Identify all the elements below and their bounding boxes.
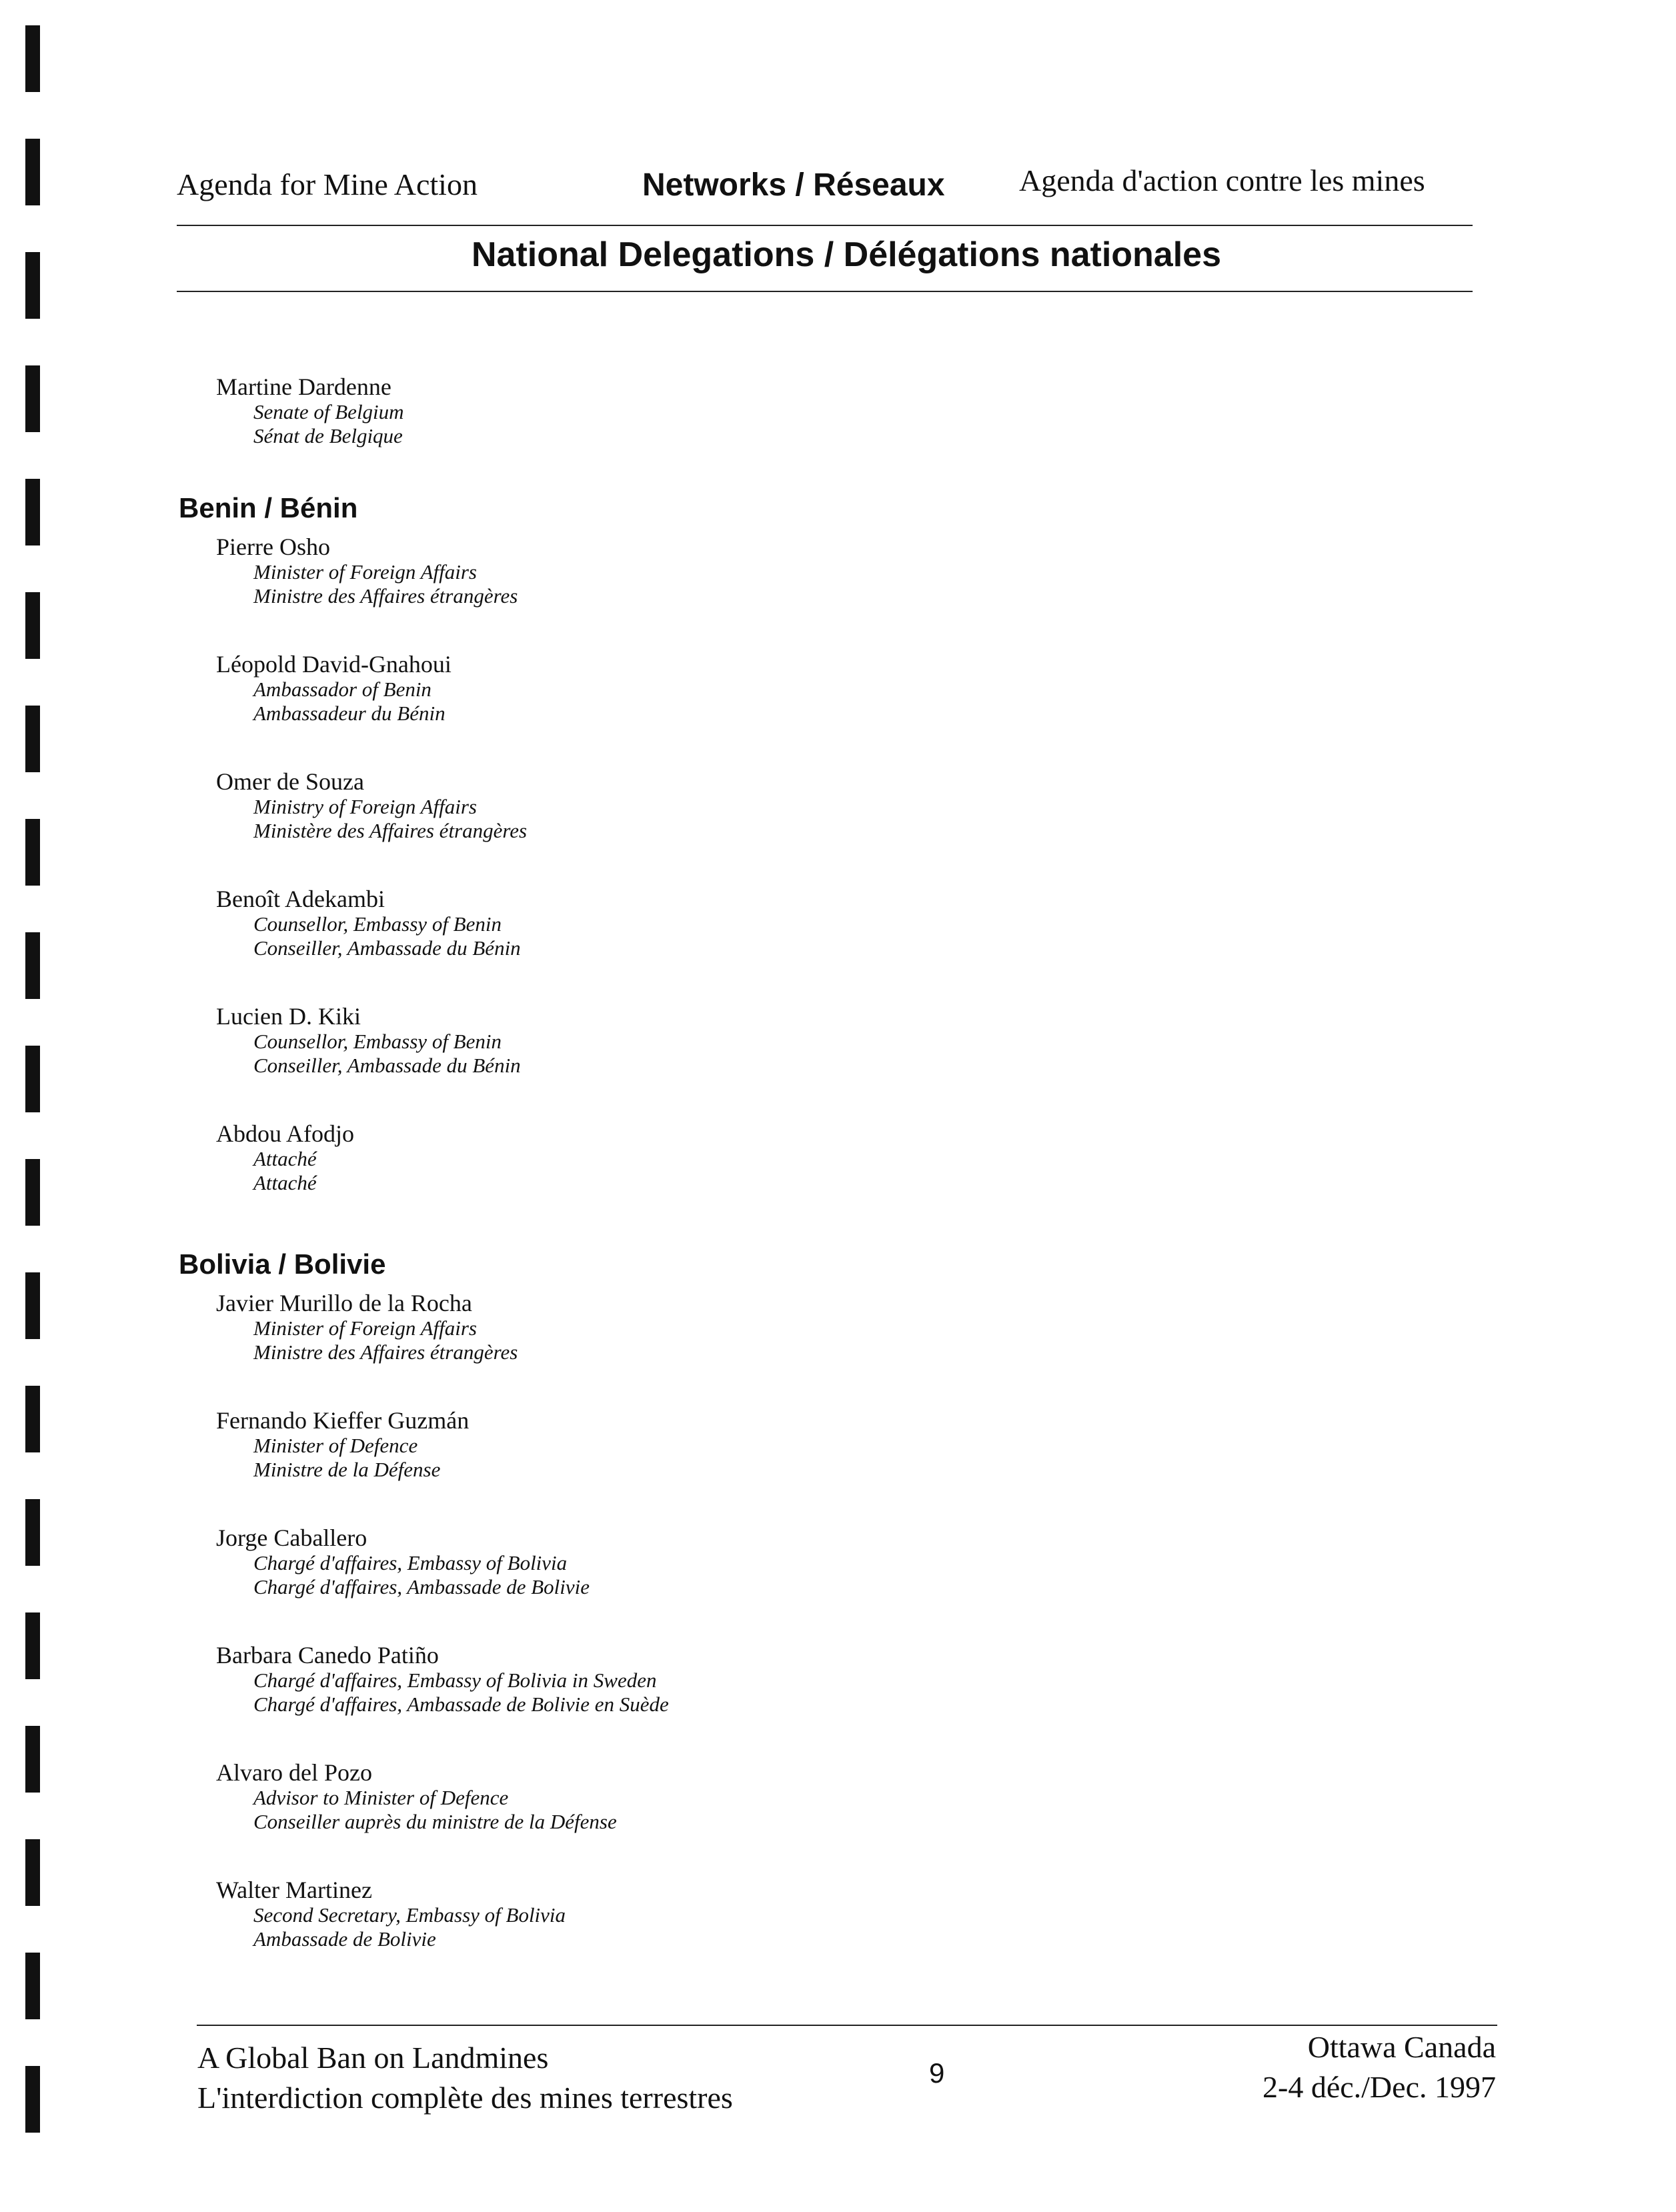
delegate-role-en: Minister of Defence — [253, 1434, 418, 1457]
binding-mark — [25, 1726, 40, 1793]
header-right-text: Agenda d'action contre les mines — [1019, 163, 1425, 197]
delegate-entry — [216, 651, 1379, 726]
footer-rule — [197, 2025, 1497, 2026]
page-title: National Delegations / Délégations nationales — [471, 235, 1222, 274]
binding-mark — [25, 1046, 40, 1112]
binding-mark — [25, 1953, 40, 2019]
delegate-entry — [216, 1407, 1379, 1482]
delegate-role-en: Ambassador of Benin — [253, 678, 432, 701]
header-rule-bottom — [177, 291, 1473, 292]
delegate-entry — [216, 1120, 1379, 1195]
delegate-name: Alvaro del Pozo — [216, 1759, 372, 1786]
delegate-role-fr: Chargé d'affaires, Ambassade de Bolivie — [253, 1575, 590, 1598]
header-center-text: Networks / Réseaux — [642, 167, 945, 203]
delegate-role-en: Second Secretary, Embassy of Bolivia — [253, 1903, 566, 1927]
footer-title-en: A Global Ban on Landmines — [197, 2041, 549, 2075]
delegate-role-en: Chargé d'affaires, Embassy of Bolivia — [253, 1551, 568, 1574]
delegate-name: Benoît Adekambi — [216, 886, 385, 912]
delegate-name: Walter Martinez — [216, 1877, 372, 1903]
country-heading: Benin / Bénin — [179, 492, 358, 523]
delegate-entry — [216, 768, 1379, 843]
delegate-role-fr: Attaché — [253, 1171, 317, 1194]
delegate-name: Pierre Osho — [216, 533, 330, 560]
header-left-text: Agenda for Mine Action — [177, 167, 478, 201]
delegate-name: Fernando Kieffer Guzmán — [216, 1407, 470, 1434]
delegate-role-fr: Ministère des Affaires étrangères — [253, 819, 528, 842]
binding-mark — [25, 592, 40, 659]
delegate-entry — [216, 1642, 1379, 1717]
binding-mark — [25, 139, 40, 205]
binding-mark — [25, 1159, 40, 1226]
delegate-role-fr: Conseiller, Ambassade du Bénin — [253, 936, 521, 960]
header-rule-top — [177, 225, 1473, 226]
delegate-role-en: Attaché — [253, 1147, 317, 1170]
delegate-entry — [216, 1290, 1379, 1364]
delegate-name: Lucien D. Kiki — [216, 1003, 361, 1030]
binding-marks — [25, 25, 45, 2186]
country-heading: Bolivia / Bolivie — [179, 1248, 386, 1280]
binding-mark — [25, 1839, 40, 1906]
delegations-list — [179, 373, 1379, 1994]
footer-date: 2-4 déc./Dec. 1997 — [1263, 2070, 1496, 2104]
delegate-role-en: Ministry of Foreign Affairs — [253, 795, 477, 818]
delegate-role-en: Minister of Foreign Affairs — [253, 1316, 477, 1340]
footer-left — [197, 2038, 733, 2118]
delegate-role-fr: Chargé d'affaires, Ambassade de Bolivie en Suède — [253, 1693, 669, 1716]
delegate-name: Abdou Afodjo — [216, 1120, 354, 1147]
delegate-role-fr: Ambassade de Bolivie — [253, 1927, 436, 1951]
footer-location: Ottawa Canada — [1307, 2030, 1496, 2064]
delegate-role-fr: Ministre des Affaires étrangères — [253, 584, 518, 608]
binding-mark — [25, 1499, 40, 1566]
delegate-entry — [216, 533, 1379, 608]
binding-mark — [25, 1272, 40, 1339]
delegate-entry — [216, 1003, 1379, 1078]
delegate-role-fr: Ambassadeur du Bénin — [253, 702, 446, 725]
binding-mark — [25, 819, 40, 886]
binding-mark — [25, 932, 40, 999]
binding-mark — [25, 479, 40, 545]
page-number: 9 — [929, 2057, 945, 2089]
delegate-entry — [216, 1759, 1379, 1834]
footer-title-fr: L'interdiction complète des mines terrestres — [197, 2081, 733, 2115]
binding-mark — [25, 25, 40, 92]
delegate-name: Jorge Caballero — [216, 1524, 367, 1551]
delegate-entry — [216, 886, 1379, 960]
delegate-name: Javier Murillo de la Rocha — [216, 1290, 472, 1316]
delegate-role-en: Counsellor, Embassy of Benin — [253, 912, 502, 936]
binding-mark — [25, 1386, 40, 1452]
delegate-name: Martine Dardenne — [216, 373, 391, 400]
footer-right — [1263, 2027, 1496, 2107]
delegate-role-fr: Sénat de Belgique — [253, 424, 403, 447]
binding-mark — [25, 1612, 40, 1679]
delegate-role-en: Chargé d'affaires, Embassy of Bolivia in Sweden — [253, 1669, 657, 1692]
delegate-entry — [216, 1524, 1379, 1599]
binding-mark — [25, 2066, 40, 2133]
delegate-entry — [216, 373, 1379, 448]
delegate-role-fr: Conseiller auprès du ministre de la Défense — [253, 1810, 617, 1833]
delegate-role-en: Minister of Foreign Affairs — [253, 560, 477, 584]
delegate-entry — [216, 1877, 1379, 1951]
delegate-role-fr: Conseiller, Ambassade du Bénin — [253, 1054, 521, 1077]
delegate-name: Omer de Souza — [216, 768, 364, 795]
delegate-role-fr: Ministre de la Défense — [253, 1458, 441, 1481]
delegate-role-fr: Ministre des Affaires étrangères — [253, 1340, 518, 1364]
binding-mark — [25, 365, 40, 432]
delegate-role-en: Senate of Belgium — [253, 400, 404, 423]
delegate-role-en: Counsellor, Embassy of Benin — [253, 1030, 502, 1053]
delegate-name: Léopold David-Gnahoui — [216, 651, 452, 678]
delegate-role-en: Advisor to Minister of Defence — [253, 1786, 509, 1809]
binding-mark — [25, 706, 40, 772]
delegate-name: Barbara Canedo Patiño — [216, 1642, 439, 1669]
